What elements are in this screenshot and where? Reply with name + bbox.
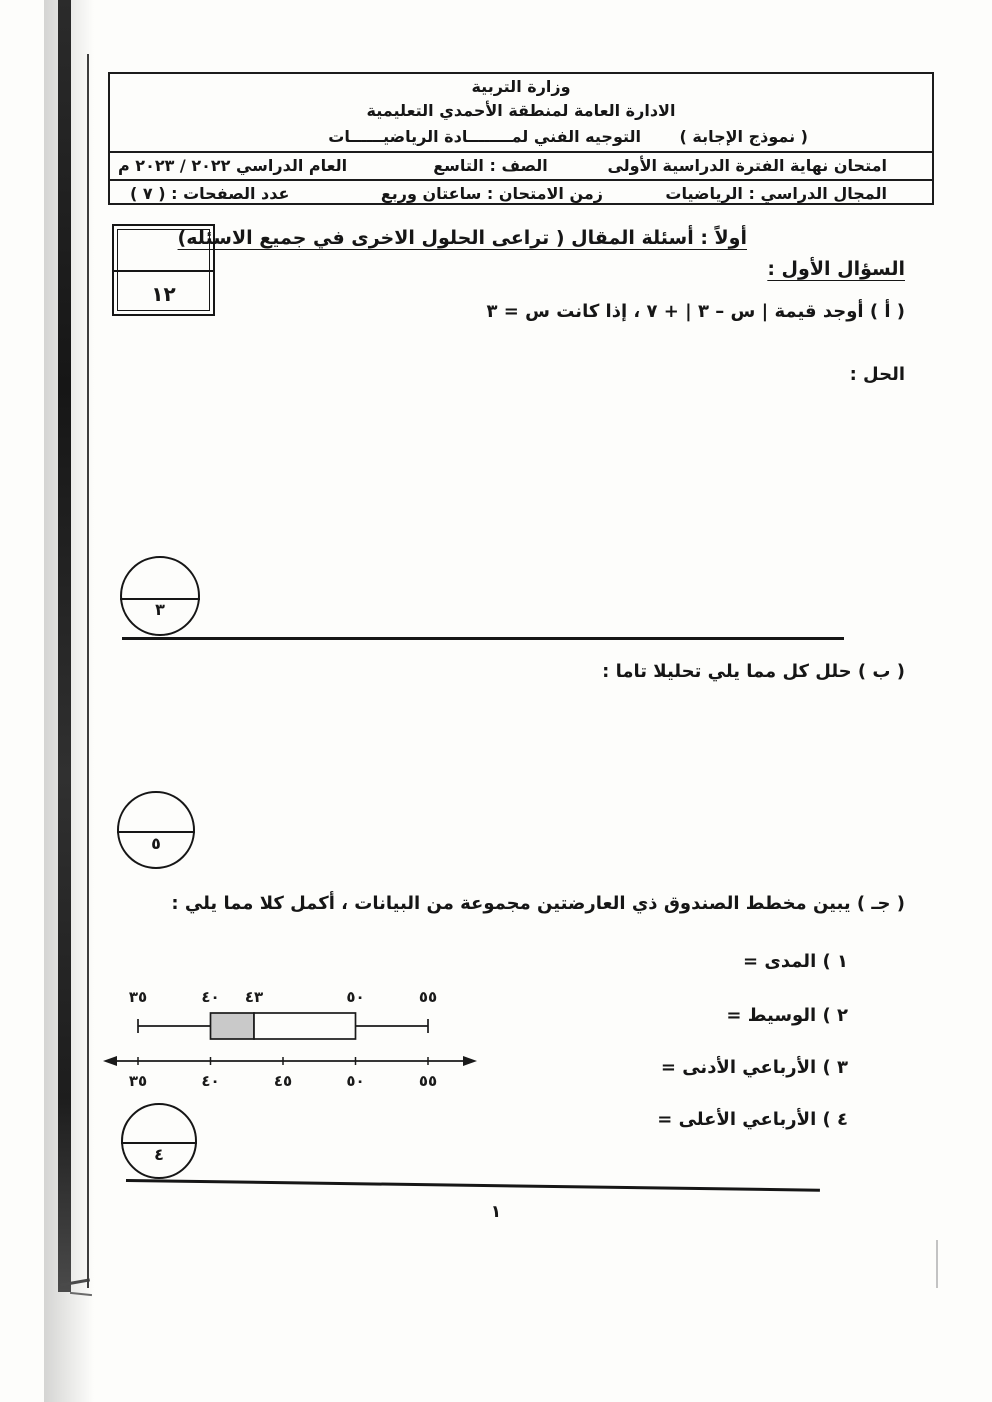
boxplot-svg (100, 986, 480, 1094)
scan-edge-strip (58, 0, 71, 1292)
svg-text:٥٠: ٥٠ (346, 1072, 365, 1090)
part-c-marks-value: ٤ (154, 1144, 164, 1164)
box-and-whisker-plot (100, 986, 480, 1094)
subject-field: المجال الدراسي : الرياضيات (665, 184, 887, 203)
header-divider-line (110, 179, 932, 181)
question1-part-a-text: ( أ ) أوجد قيمة | س – ٣ | + ٧ ، إذا كانت س = ٣ (486, 301, 905, 322)
page-margin-line (87, 54, 89, 1288)
question1-title: السؤال الأول : (767, 258, 905, 280)
ministry-name: وزارة التربية (471, 77, 571, 96)
page-number: ١ (490, 1202, 502, 1222)
question1-part-b-text: ( ب ) حلل كل مما يلي تحليلا تاما : (602, 661, 905, 682)
marks-circle-part-c (121, 1103, 197, 1179)
marks-circle-part-b (117, 791, 195, 869)
svg-text:٤٣: ٤٣ (244, 988, 264, 1006)
marks-box-divider (114, 270, 213, 272)
svg-text:٥٥: ٥٥ (418, 988, 438, 1006)
svg-text:٤٠: ٤٠ (201, 988, 220, 1006)
part-a-marks-value: ٣ (155, 599, 165, 619)
technical-guidance-label: التوجيه الفني لمــــــــادة الرياضيــــــات (328, 127, 641, 146)
answer-model-label: ( نموذج الإجابة ) (679, 127, 808, 146)
exam-title: امتحان نهاية الفترة الدراسية الأولى (607, 156, 887, 175)
separator-line-part-a (122, 637, 844, 640)
part-c-item-upper-quartile: ٤ ) الأرباعي الأعلى = (657, 1109, 848, 1130)
part-b-marks-value: ٥ (151, 833, 161, 853)
total-marks-value: ١٢ (151, 282, 176, 306)
scan-smudge (936, 1240, 938, 1288)
part-c-item-lower-quartile: ٣ ) الأرباعي الأدنى = (660, 1057, 848, 1078)
svg-text:٣٥: ٣٥ (128, 988, 148, 1006)
exam-header-table (108, 72, 934, 205)
question1-part-c-text: ( جـ ) يبين مخطط الصندوق ذي العارضتين مجموعة من البيانات ، أكمل كلا مما يلي : (171, 893, 905, 914)
svg-text:٥٥: ٥٥ (418, 1072, 438, 1090)
administration-name: الادارة العامة لمنطقة الأحمدي التعليمية (366, 101, 676, 120)
marks-circle-part-a (120, 556, 200, 636)
pages-count: عدد الصفحات : ( ٧ ) (130, 184, 290, 203)
solution-label: الحل : (849, 364, 905, 385)
svg-text:٤٠: ٤٠ (201, 1072, 220, 1090)
academic-year: العام الدراسي ٢٠٢٢ / ٢٠٢٣ م (118, 156, 348, 175)
svg-text:٣٥: ٣٥ (128, 1072, 148, 1090)
separator-line-part-c (126, 1179, 820, 1192)
part-c-item-range: ١ ) المدى = (743, 951, 848, 972)
section-title: أولاً : أسئلة المقال ( تراعى الحلول الاخرى في جميع الاسئله) (177, 227, 747, 249)
svg-text:٥٠: ٥٠ (346, 988, 365, 1006)
grade-class: الصف : التاسع (433, 156, 548, 175)
svg-text:٤٥: ٤٥ (273, 1072, 293, 1090)
part-c-item-median: ٢ ) الوسيط = (726, 1005, 848, 1026)
header-divider-line (110, 151, 932, 153)
exam-duration: زمن الامتحان : ساعتان وربع (380, 184, 603, 203)
